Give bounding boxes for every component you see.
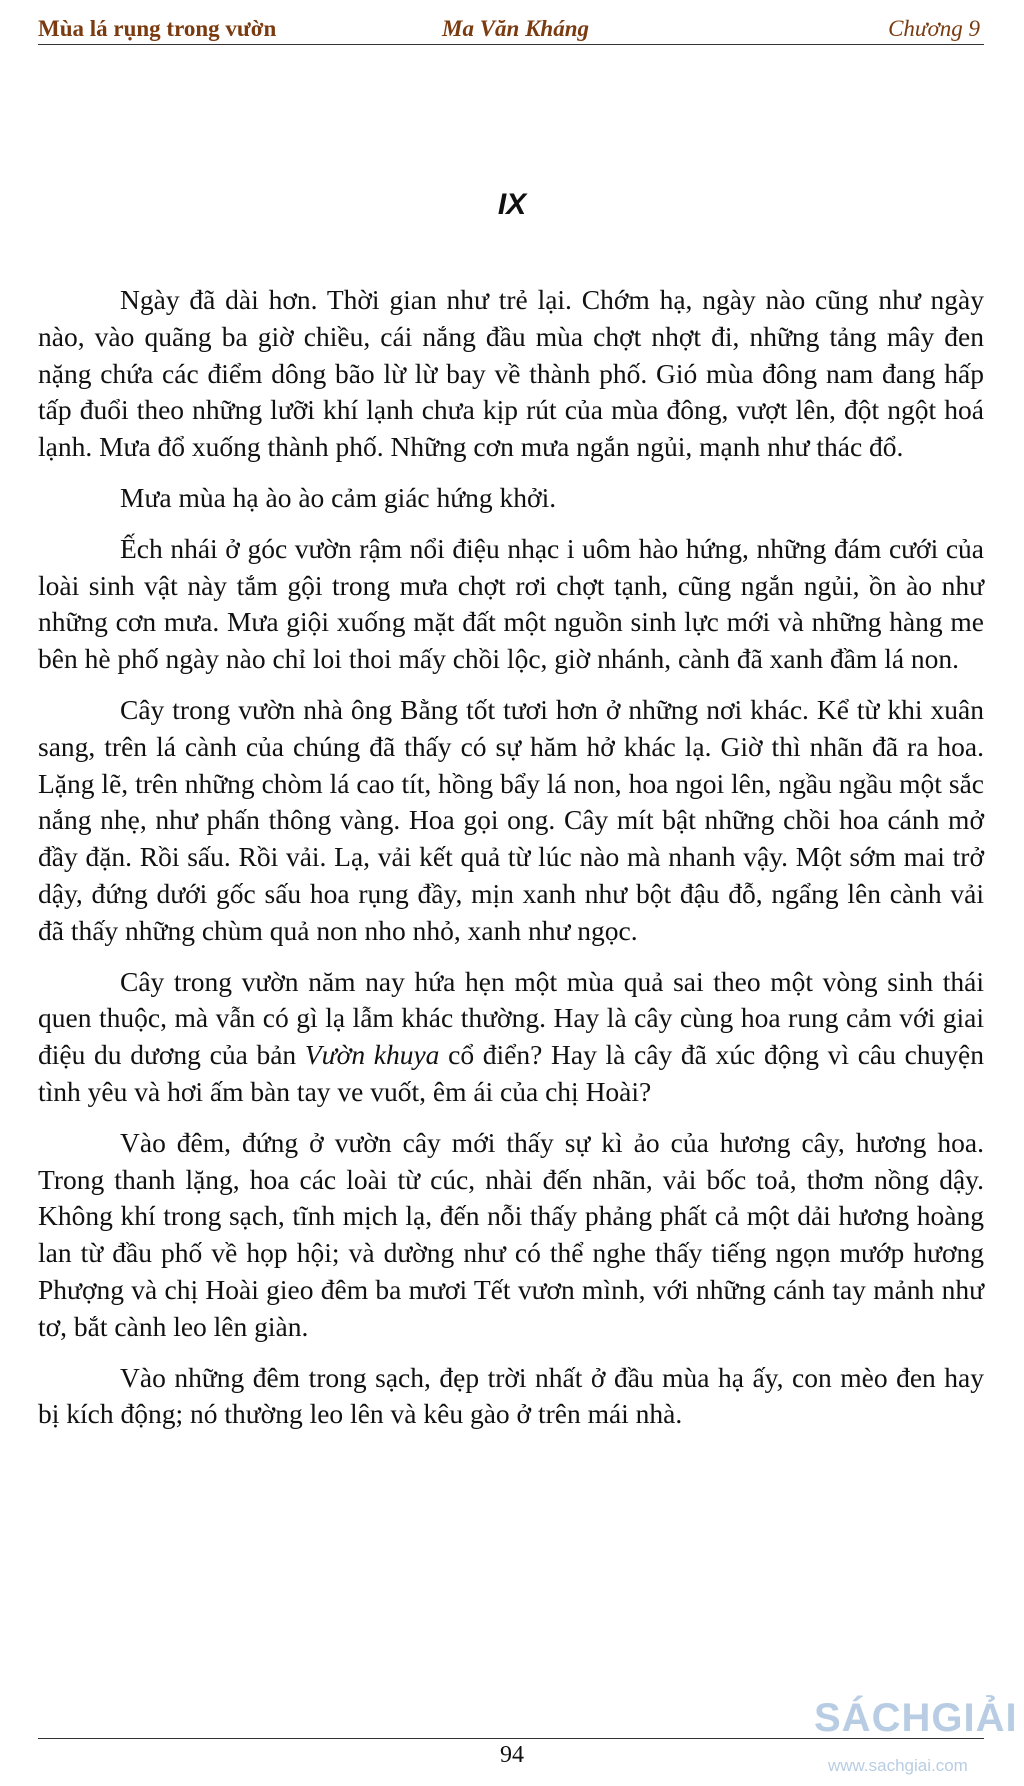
paragraph: Mưa mùa hạ ào ào cảm giác hứng khởi. <box>120 481 557 513</box>
paragraph <box>38 964 984 1111</box>
paragraph-text: Cây trong vườn năm nay hứa hẹn một mùa quả sai theo một vòng sinh thái quen thuộc, mà vẫn có gì lạ lẫm khác thường. Hay là cây cùng hoa rung cảm với giai điệu du dương của bản <box>38 965 984 1071</box>
page-number: 94 <box>500 1742 524 1768</box>
paragraph-text: cổ điển? Hay là cây đã xúc động vì câu chuyện tình yêu và hơi ấm bàn tay ve vuốt, êm ái của chị Hoài? <box>38 1039 984 1107</box>
watermark-logo <box>814 1696 1018 1782</box>
running-header <box>38 14 984 45</box>
watermark-brand: SÁCHGIẢI <box>814 1696 1018 1740</box>
author-name: Ma Văn Kháng <box>442 16 590 41</box>
chapter-label: Chương 9 <box>888 16 980 41</box>
watermark-url: www.sachgiai.com <box>828 1756 968 1775</box>
paragraph: Ếch nhái ở góc vườn rậm nổi điệu nhạc i uôm hào hứng, những đám cưới của loài sinh vật này tắm gội trong mưa chợt rơi chợt tạnh, cũng ngắn ngủi, ồn ào như những cơn mưa. Mưa giội xuống mặt đất một nguồn sinh lực mới và những hàng me bên hè phố ngày nào chỉ loi thoi mấy chồi lộc, giờ nhánh, cành đã xanh đầm lá non. <box>38 532 984 675</box>
book-title: Mùa lá rụng trong vườn <box>38 16 277 41</box>
paragraph: Vào những đêm trong sạch, đẹp trời nhất ở đầu mùa hạ ấy, con mèo đen hay bị kích động; nó thường leo lên và kêu gào ở trên mái nhà. <box>38 1361 984 1430</box>
chapter-heading: IX <box>497 188 527 221</box>
song-title: Vườn khuya <box>304 1039 440 1071</box>
paragraph: Cây trong vườn nhà ông Bằng tốt tươi hơn ở những nơi khác. Kể từ khi xuân sang, trên lá cành của chúng đã thấy có sự hăm hở khác lạ. Giờ thì nhãn đã ra hoa. Lặng lẽ, trên những chòm lá cao tít, hồng bẩy lá non, hoa ngoi lên, ngầu ngầu một sắc nắng nhẹ, như phấn thông vàng. Hoa gọi ong. Cây mít bật những chồi hoa cánh mở đầy đặn. Rồi sấu. Rồi vải. Lạ, vải kết quả từ lúc nào mà nhanh vậy. Một sớm mai trở dậy, đứng dưới gốc sấu hoa rụng đầy, mịn xanh như bột đậu đỗ, ngẩng lên cành vải đã thấy những chùm quả non nho nhỏ, xanh như ngọc. <box>38 693 984 946</box>
paragraph: Ngày đã dài hơn. Thời gian như trẻ lại. Chớm hạ, ngày nào cũng như ngày nào, vào quãng ba giờ chiều, cái nắng đầu mùa chợt nhợt đi, những tảng mây đen nặng chứa các điểm dông bão lừ lừ bay về thành phố. Gió mùa đông nam đang hấp tấp đuổi theo những lưỡi khí lạnh chưa kịp rút của mùa đông, vượt lên, đột ngột hoá lạnh. Mưa đổ xuống thành phố. Những cơn mưa ngắn ngủi, mạnh như thác đổ. <box>38 284 984 463</box>
chapter-body <box>38 282 984 1447</box>
paragraph: Vào đêm, đứng ở vườn cây mới thấy sự kì ảo của hương cây, hương hoa. Trong thanh lặng, hoa các loài từ cúc, nhài đến nhãn, vải bốc toả, thơm nồng dậy. Không khí trong sạch, tĩnh mịch lạ, đến nỗi thấy phảng phất cả một dải hương hoàng lan từ đầu phố về họp hội; và dường như có thể nghe thấy tiếng ngọn mướp hương Phượng và chị Hoài gieo đêm ba mươi Tết vươn mình, với những cánh tay mảnh như tơ, bắt cành leo lên giàn. <box>38 1126 984 1342</box>
